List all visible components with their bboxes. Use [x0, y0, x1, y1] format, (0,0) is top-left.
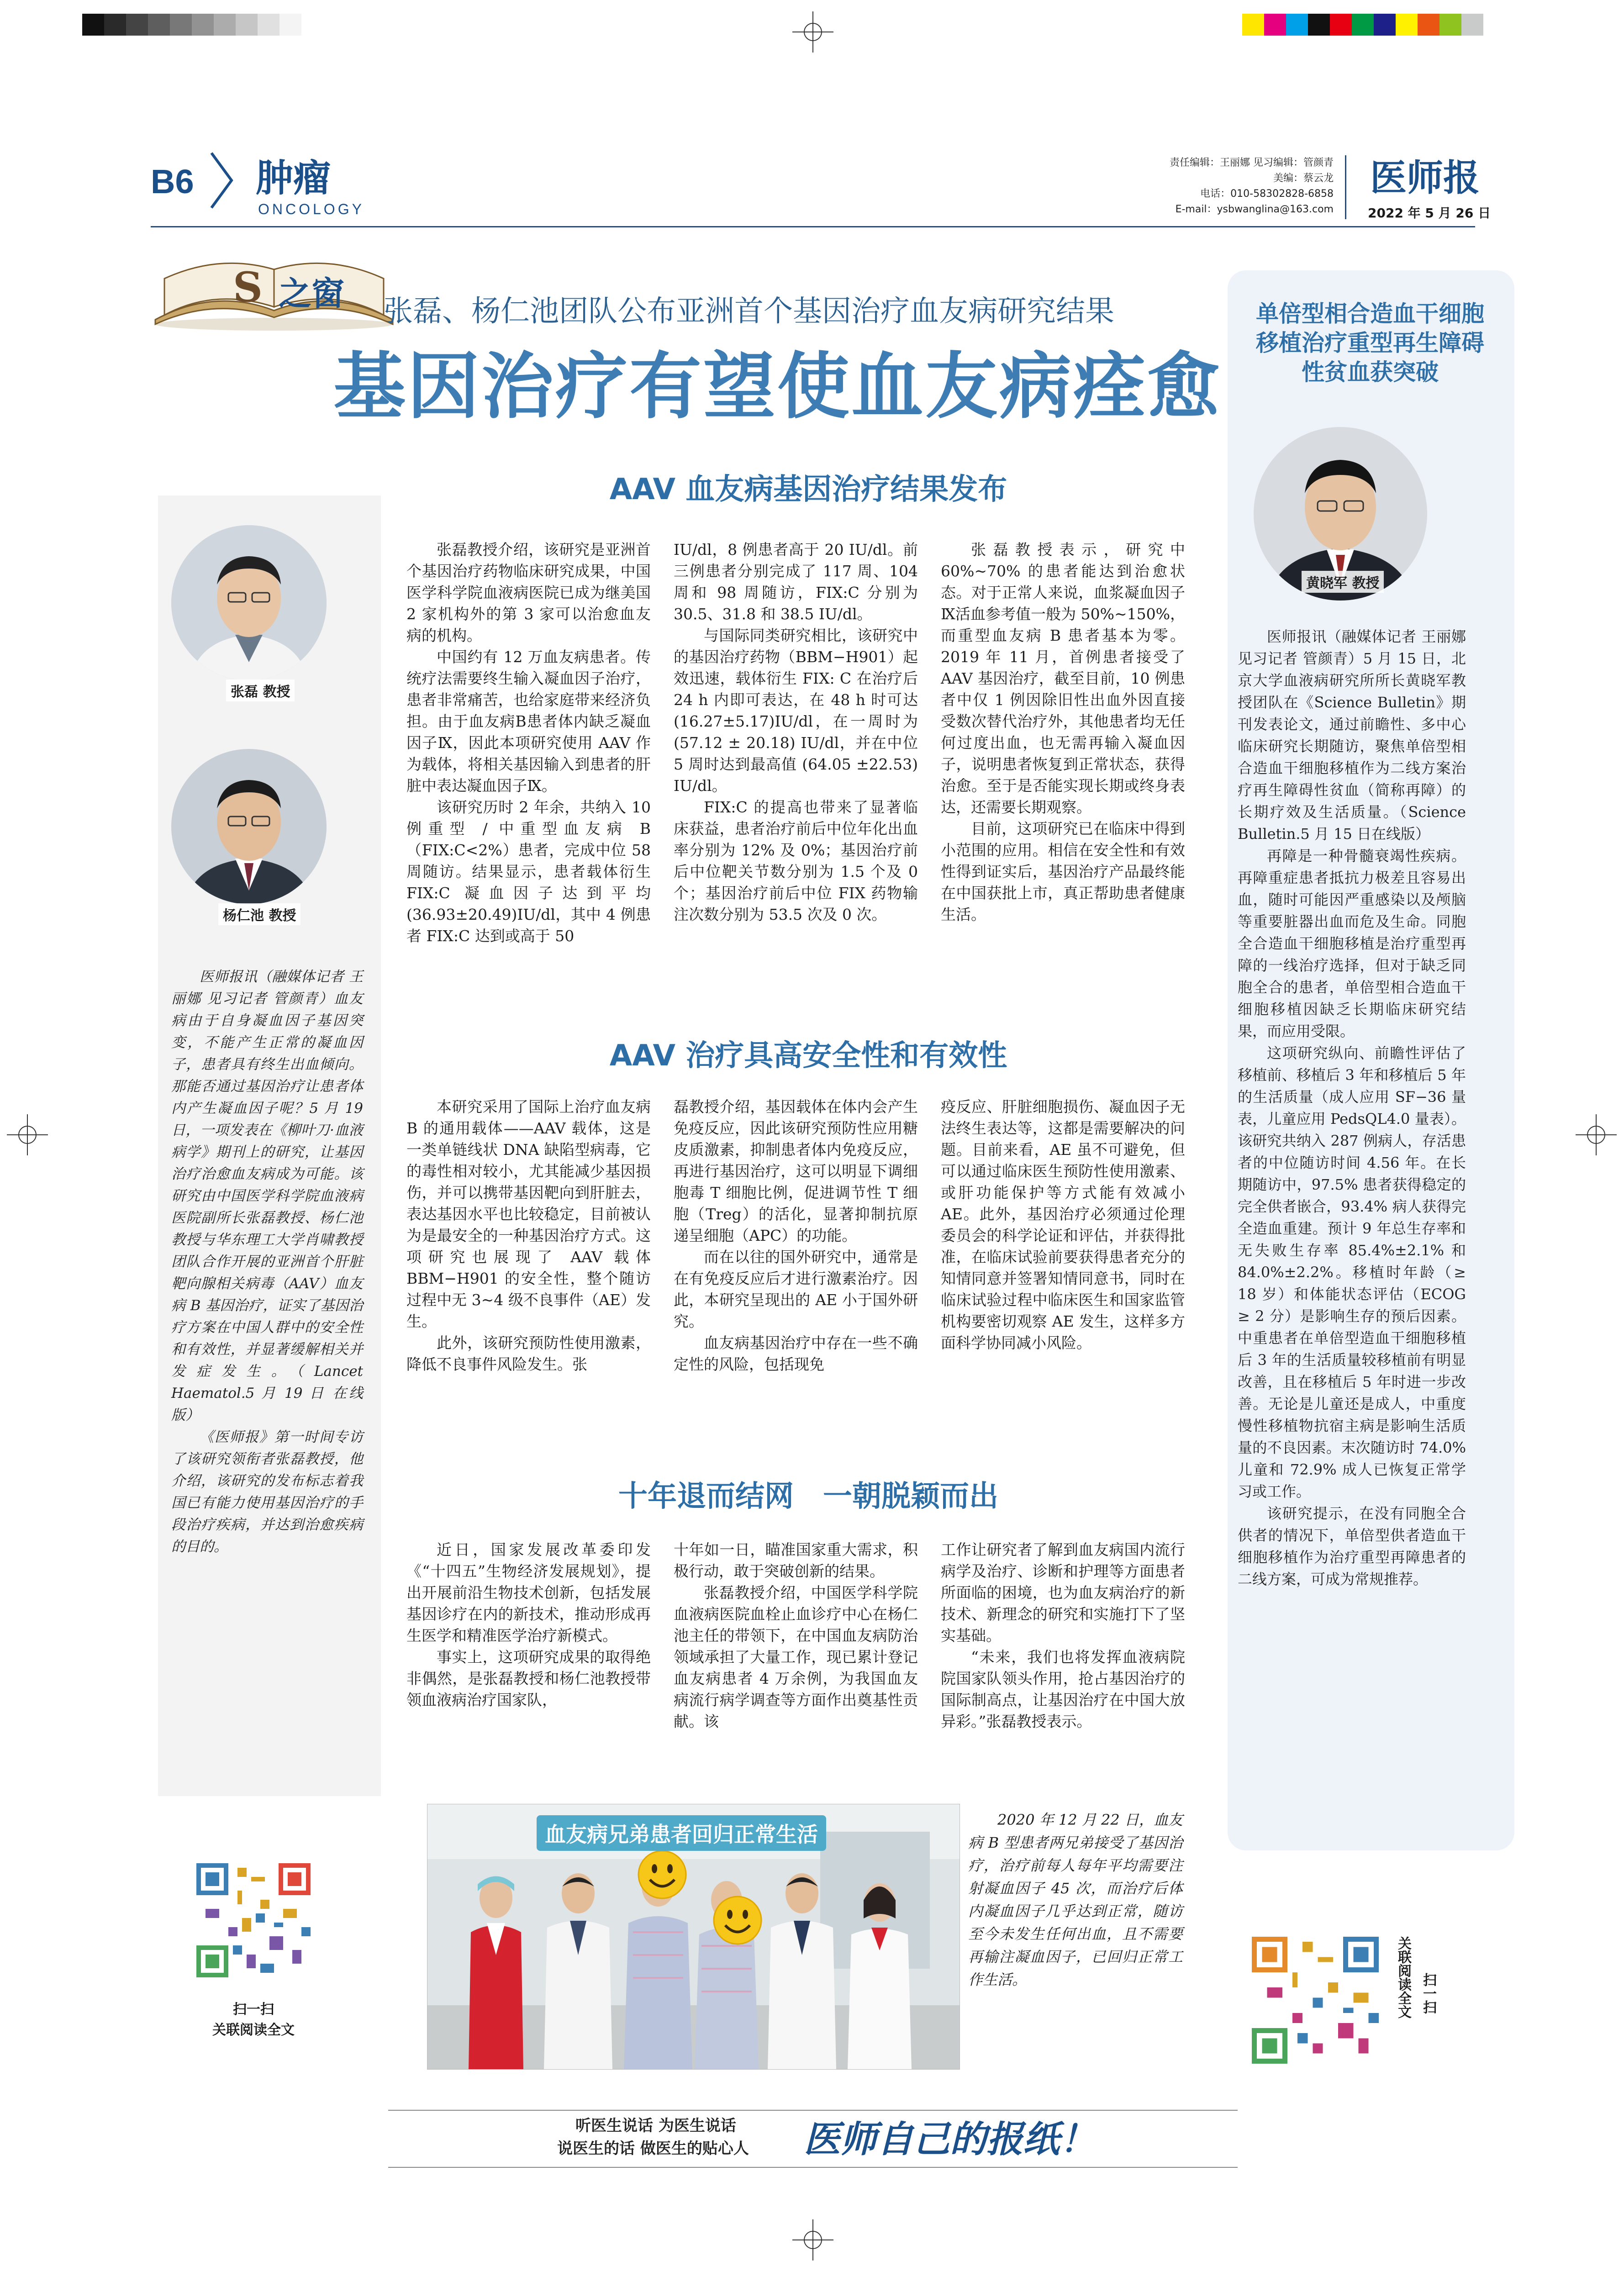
paragraph: 张磊教授介绍，该研究是亚洲首个基因治疗药物临床研究成果，中国医学科学院血液病医院已成为继美国 2 家机构外的第 3 家可以治愈血友病的机构。 [406, 541, 651, 644]
paragraph: 血友病基因治疗中存在一些不确定性的风险，包括现免 [674, 1334, 918, 1373]
paragraph: 事实上，这项研究成果的取得绝非偶然，是张磊教授和杨仁池教授带领血液病治疗国家队， [406, 1648, 651, 1709]
section1-column-3 [941, 539, 1185, 925]
portrait-zhang-lei [171, 525, 327, 680]
column-badge: 之窗 [279, 274, 345, 313]
paragraph: “未来，我们也将发挥血液病院院国家队领头作用，抢占基因治疗的国际制高点，让基因治疗在中国大放异彩。”张磊教授表示。 [941, 1648, 1185, 1730]
qr-label-vertical: 扫一扫 [1420, 1973, 1436, 2014]
qr-label-vertical: 关联阅读全文 [1395, 1936, 1411, 2018]
main-headline: 基因治疗有望使血友病痊愈 [333, 345, 1221, 429]
photo-caption-text [968, 1808, 1183, 1991]
grayscale-color-bar [82, 14, 301, 36]
paragraph: FIX:C 的提高也带来了显著临床获益，患者治疗前后中位年化出血率分别为 12% 及 0%；基因治疗前后中位靶关节数分别为 1.5 个及 0 个；基因治疗前后中位 FIX 药物输注次数分别为 53.5 次及 0 次。 [674, 798, 918, 923]
left-sidebar-text [171, 966, 363, 1558]
subheadline: 张磊、杨仁池团队公布亚洲首个基因治疗血友病研究结果 [384, 295, 1114, 328]
right-sidebar-text [1238, 626, 1466, 1590]
section2-column-1 [406, 1096, 651, 1375]
phone-line: 电话：010-58302828-6858 [1200, 188, 1334, 200]
paragraph: 疫反应、肝脏细胞损伤、凝血因子无法终生表达等，这都是需要解决的问题。目前来看，AE 虽不可避免，但可以通过临床医生预防性使用激素、或肝功能保护等方式能有效减小 AE。此外，基因治疗必须通过伦理委员会的科学论证和评估，并获得批准，在临床试验前要获得患者充分的知情同意并签署知情同意书，同时在临床试验过程中临床医生和国家监管机构要密切观察 AE 发生，这样多方面科学协同减小风险。 [941, 1098, 1185, 1352]
footer-motto-line: 说医生的话 做医生的贴心人 [557, 2139, 749, 2158]
paragraph: 该研究提示，在没有同胞全合供者的情况下，单倍型供者造血干细胞移植作为治疗重型再障患者的二线方案，可成为常规推荐。 [1238, 1505, 1466, 1588]
paragraph: 张磊教授表示，研究中 60%~70% 的患者能达到治愈状态。对于正常人来说，血浆凝血因子Ⅸ活血参考值一般为 50%~150%，而重型血友病 B 患者基本为零。2019 年 11 月，首例患者接受了 AAV 基因治疗，截至目前，10 例患者中仅 1 例因除旧性出血外因直接受数次替代治疗外，其他患者均无任何过度出血，也无需再输入凝血因子，说明患者恢复到正常状态，获得治愈。至于是否能实现长期或终身表达，还需要长期观察。 [941, 541, 1185, 816]
registration-mark-top [792, 11, 833, 53]
cmyk-color-bar [1242, 14, 1483, 36]
paragraph: IU/dl，8 例患者高于 20 IU/dl。前三例患者分别完成了 117 周、104 周和 98 周随访，FIX:C 分别为 30.5、31.8 和 38.5 IU/dl。 [674, 541, 918, 623]
section1-column-2 [674, 539, 918, 925]
footer-slogan: 医师自己的报纸！ [804, 2118, 1096, 2160]
section3-column-1 [406, 1539, 651, 1711]
header-divider [1345, 155, 1346, 219]
paragraph: 该研究历时 2 年余，共纳入 10 例重型 / 中重型血友病 B（FIX:C<2%）患者，完成中位 58 周随访。结果显示，患者载体衍生 FIX:C 凝血因子达到平均 (36.93±20.49)IU/dl，其中 4 例患者 FIX:C 达到或高于 50 [406, 798, 651, 945]
paragraph: 张磊教授介绍，中国医学科学院血液病医院血栓止血诊疗中心在杨仁池主任的带领下，在中国血友病防治领域承担了大量工作，现已累计登记血友病患者 4 万余例，为我国血友病流行病学调查等方面作出奠基性贡献。该 [674, 1584, 918, 1730]
paragraph: 中国约有 12 万血友病患者。传统疗法需要终生输入凝血因子治疗，患者非常痛苦，也给家庭带来经济负担。由于血友病B患者体内缺乏凝血因子Ⅸ，因此本项研究使用 AAV 作为载体，将相关基因输入到患者的肝脏中表达凝血因子Ⅸ。 [406, 648, 651, 795]
paragraph: 医师报讯（融媒体记者 王丽娜 见习记者 管颜青）5 月 15 日，北京大学血液病研究所所长黄晓军教授团队在《Science Bulletin》期刊发表论文，通过前瞻性、多中心临床研究长期随访，聚焦单倍型相合造血干细胞移植作为二线方案治疗再生障碍性贫血（简称再障）的长期疗效及生活质量。（Science Bulletin.5 月 15 日在线版） [1238, 628, 1466, 843]
qr-code[interactable] [192, 1859, 315, 1982]
section-title-english: ONCOLOGY [258, 201, 364, 217]
section-title: 肿瘤 [256, 157, 331, 200]
footer-motto-line: 听医生说话 为医生说话 [575, 2117, 736, 2135]
page-number: B6 [151, 163, 194, 200]
portrait-caption: 黄晓军 教授 [1302, 571, 1384, 593]
paragraph: 工作让研究者了解到血友病国内流行病学及治疗、诊断和护理等方面患者所面临的困境，也为血友病治疗的新技术、新理念的研究和实施打下了坚实基础。 [941, 1541, 1185, 1644]
portrait-caption: 张磊 教授 [226, 680, 295, 701]
paragraph: 目前，这项研究已在临床中得到小范围的应用。相信在安全性和有效性得到证实后，基因治疗产品最终能在中国获批上市，真正帮助患者健康生活。 [941, 820, 1185, 923]
book-icon [146, 256, 402, 333]
right-sidebar-title: 单倍型相合造血干细胞移植治疗重型再生障碍性贫血获突破 [1256, 300, 1484, 385]
email-line: E-mail：ysbwanglina@163.com [1175, 204, 1334, 215]
portrait-yang-renchi [171, 749, 327, 904]
footer-motto [557, 2114, 749, 2160]
svg-text:S: S [233, 263, 263, 311]
section3-column-3 [941, 1539, 1185, 1732]
paragraph: 而在以往的国外研究中，通常是在有免疫反应后才进行激素治疗。因此，本研究呈现出的 AE 小于国外研究。 [674, 1248, 918, 1330]
portrait-caption: 杨仁池 教授 [218, 903, 301, 925]
paragraph: 与国际同类研究相比，该研究中的基因治疗药物（BBM−H901）起效迅速，载体衍生 FIX: C 在治疗后 24 h 内即可表达，在 48 h 时可达 (16.27±5.17)IU/dl，在一周时为 (57.12 ± 20.18) IU/dl，并在中位 5 周时达到最高值 (64.05 ±22.53) IU/dl。 [674, 627, 918, 795]
registration-mark-bottom [792, 2219, 833, 2260]
chevron-right-icon [208, 151, 235, 210]
paragraph: 磊教授介绍，基因载体在体内会产生免疫反应，因此该研究预防性应用糖皮质激素，抑制患者体内免疫反应，再进行基因治疗，这可以明显下调细胞毒 T 细胞比例，促进调节性 T 细胞（Treg）的活化，显著抑制抗原递呈细胞（APC）的功能。 [674, 1098, 918, 1244]
paragraph: 近日，国家发展改革委印发《“十四五”生物经济发展规划》，提出开展前沿生物技术创新，包括发展基因诊疗在内的新技术，推动形成再生医学和精准医学治疗新模式。 [406, 1541, 651, 1644]
section1-title: AAV 血友病基因治疗结果发布 [609, 473, 1007, 506]
issue-date: 2022 年 5 月 26 日 [1368, 205, 1491, 221]
qr-label: 关联阅读全文 [212, 2022, 295, 2038]
section2-column-3 [941, 1096, 1185, 1354]
art-editor-line: 美编：蔡云龙 [1273, 173, 1334, 184]
paragraph: 医师报讯（融媒体记者 王丽娜 见习记者 管颜青）血友病由于自身凝血因子基因突变，不能产生正常的凝血因子，患者具有终生出血倾向。那能否通过基因治疗让患者体内产生凝血因子呢？5 月 19 日，一项发表在《柳叶刀·血液病学》期刊上的研究，让基因治疗治愈血友病成为可能。该研究由中国医学科学院血液病医院副所长张磊教授、杨仁池教授与华东理工大学肖啸教授团队合作开展的亚洲首个肝脏靶向腺相关病毒（AAV）血友病 B 基因治疗，证实了基因治疗方案在中国人群中的安全性和有效性，并显著缓解相关并发症发生。（Lancet Haematol.5 月 19 日 在线版） [171, 969, 363, 1423]
section2-title: AAV 治疗具高安全性和有效性 [609, 1039, 1007, 1073]
paragraph: 《医师报》第一时间专访了该研究领衔者张磊教授，他介绍，该研究的发布标志着我国已有能力使用基因治疗的手段治疗疾病，并达到治愈疾病的目的。 [171, 1429, 363, 1555]
paragraph: 再障是一种骨髓衰竭性疾病。再障重症患者抵抗力极差且容易出血，随时可能因严重感染以及颅脑等重要脏器出血而危及生命。同胞全合造血干细胞移植是治疗重型再障的一线治疗选择，但对于缺乏同胞全合的患者，单倍型相合造血干细胞移植因缺乏长期临床研究结果，而应用受限。 [1238, 847, 1466, 1040]
section3-title: 十年退而结网 一朝脱颖而出 [618, 1480, 998, 1513]
photo-caption-title: 血友病兄弟患者回归正常生活 [537, 1815, 826, 1851]
paragraph: 这项研究纵向、前瞻性评估了移植前、移植后 3 年和移植后 5 年的生活质量（成人应用 SF−36 量表，儿童应用 PedsQL4.0 量表）。该研究共纳入 287 例病人，存活患者的中位随访时间 4.56 年。在长期随访中，97.5% 患者获得稳定的完全供者嵌合，93.4% 病人获得完全造血重建。预计 9 年总生存率和无失败生存率 85.4%±2.1% 和 84.0%±2.2%。移植时年龄（≥ 18 岁）和体能状态评估（ECOG ≥ 2 分）是影响生存的预后因素。中重患者在单倍型造血干细胞移植后 3 年的生活质量较移植前有明显改善，且在移植后 5 年时进一步改善。无论是儿童还是成人，中重度慢性移植物抗宿主病是影响生活质量的不良因素。末次随访时 74.0% 儿童和 72.9% 成人已恢复正常学习或工作。 [1238, 1044, 1466, 1500]
paragraph: 十年如一日，瞄准国家重大需求，积极行动，敢于突破创新的结果。 [674, 1541, 918, 1580]
footer-rule-bottom [388, 2167, 1238, 2168]
section2-column-2 [674, 1096, 918, 1375]
registration-mark-left [7, 1114, 48, 1155]
editorial-info [1105, 155, 1334, 217]
paragraph: 此外，该研究预防性使用激素，降低不良事件风险发生。张 [406, 1334, 651, 1373]
editors-line: 责任编辑：王丽娜 见习编辑：管颜青 [1170, 157, 1334, 169]
masthead-logo: 医师报 [1370, 156, 1480, 199]
section1-column-1 [406, 539, 651, 947]
smiley-face-icon [712, 1895, 763, 1945]
header-rule [151, 226, 1475, 227]
section3-column-2 [674, 1539, 918, 1732]
qr-code[interactable] [1247, 1932, 1384, 2069]
qr-label: 扫一扫 [233, 2002, 274, 2018]
registration-mark-right [1576, 1114, 1617, 1155]
paragraph: 本研究采用了国际上治疗血友病 B 的通用载体——AAV 载体，这是一类单链线状 DNA 缺陷型病毒，它的毒性相对较小，尤其能减少基因损伤，并可以携带基因靶向到肝脏去，表达基因水平也比较稳定，目前被认为是最安全的一种基因治疗方式。这项研究也展现了 AAV 载体 BBM−H901 的安全性，整个随访过程中无 3~4 级不良事件（AE）发生。 [406, 1098, 651, 1330]
smiley-face-icon [637, 1849, 687, 1900]
paragraph: 2020 年 12 月 22 日，血友病 B 型患者两兄弟接受了基因治疗，治疗前每人每年平均需要注射凝血因子 45 次，而治疗后体内凝血因子几乎达到正常，随访至今未发生任何出血，且不需要再输注凝血因子，已回归正常工作生活。 [968, 1811, 1183, 1988]
